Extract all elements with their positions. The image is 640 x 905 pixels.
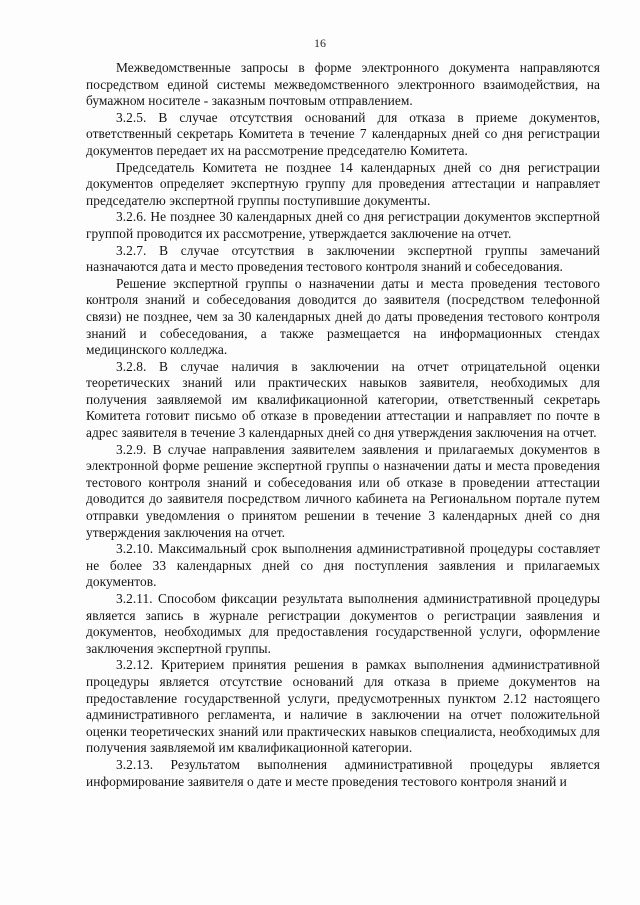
paragraph-chairman-expert-group: Председатель Комитета не позднее 14 календарных дней со дня регистрации документов определяет экспертную группу для проведения аттестации и направляет председателю экспертной группы поступившие документы. — [86, 159, 600, 208]
paragraph-3-2-9: 3.2.9. В случае направления заявителем заявления и прилагаемых документов в электронной форме решение экспертной группы о назначении даты и места проведения тестового контроля знаний и собеседования или об отказе в проведении аттестации доводится до заявителя посредством личного кабинета на Региональном портале путем отправки уведомления о принятом решении в течение 3 календарных дней со дня утверждения заключения на отчет. — [86, 441, 600, 540]
page-number: 16 — [314, 36, 326, 50]
paragraph-3-2-13: 3.2.13. Результатом выполнения административной процедуры является информирование заявителя о дате и месте проведения тестового контроля знаний и — [86, 756, 600, 789]
paragraph-interdepartmental-requests: Межведомственные запросы в форме электронного документа направляются посредством единой системы межведомственного электронного взаимодействия, на бумажном носителе - заказным почтовым отправлением. — [86, 60, 600, 109]
paragraph-3-2-10: 3.2.10. Максимальный срок выполнения административной процедуры составляет не более 33 календарных дней со дня поступления заявления и прилагаемых документов. — [86, 541, 600, 590]
paragraph-expert-group-decision: Решение экспертной группы о назначении даты и места проведения тестового контроля знаний и собеседования доводится до заявителя (посредством телефонной связи) не позднее, чем за 30 календарных дней до даты проведения тестового контроля знаний и собеседования, а также размещается на информационных стендах медицинского колледжа. — [86, 275, 600, 358]
paragraph-3-2-12: 3.2.12. Критерием принятия решения в рамках выполнения административной процедуры является отсутствие оснований для отказа в приеме документов на предоставление государственной услуги, предусмотренных пунктом 2.12 настоящего административного регламента, и наличие в заключении на отчет положительной оценки теоретических знаний или практических навыков специалиста, необходимых для получения заявляемой им квалификационной категории. — [86, 657, 600, 756]
paragraph-3-2-5: 3.2.5. В случае отсутствия оснований для отказа в приеме документов, ответственный секретарь Комитета в течение 7 календарных дней со дня регистрации документов передает их на рассмотрение председателю Комитета. — [86, 109, 600, 158]
paragraph-3-2-6: 3.2.6. Не позднее 30 календарных дней со дня регистрации документов экспертной группой проводится их рассмотрение, утверждается заключение на отчет. — [86, 209, 600, 241]
paragraph-3-2-11: 3.2.11. Способом фиксации результата выполнения административной процедуры является запись в журнале регистрации документов о регистрации заявления и документов, необходимых для предоставления государственной услуги, оформление заключения экспертной группы. — [86, 591, 600, 656]
paragraph-3-2-7: 3.2.7. В случае отсутствия в заключении экспертной группы замечаний назначаются дата и место проведения тестового контроля знаний и собеседования. — [86, 242, 600, 275]
paragraph-3-2-8: 3.2.8. В случае наличия в заключении на отчет отрицательной оценки теоретических знаний или практических навыков заявителя, необходимых для получения заявляемой им квалификационной категории, ответственный секретарь Комитета готовит письмо об отказе в проведении аттестации и направляет по почте в адрес заявителя в течение 3 календарных дней со дня утверждения заключения на отчет. — [86, 358, 600, 441]
document-body — [86, 60, 600, 790]
